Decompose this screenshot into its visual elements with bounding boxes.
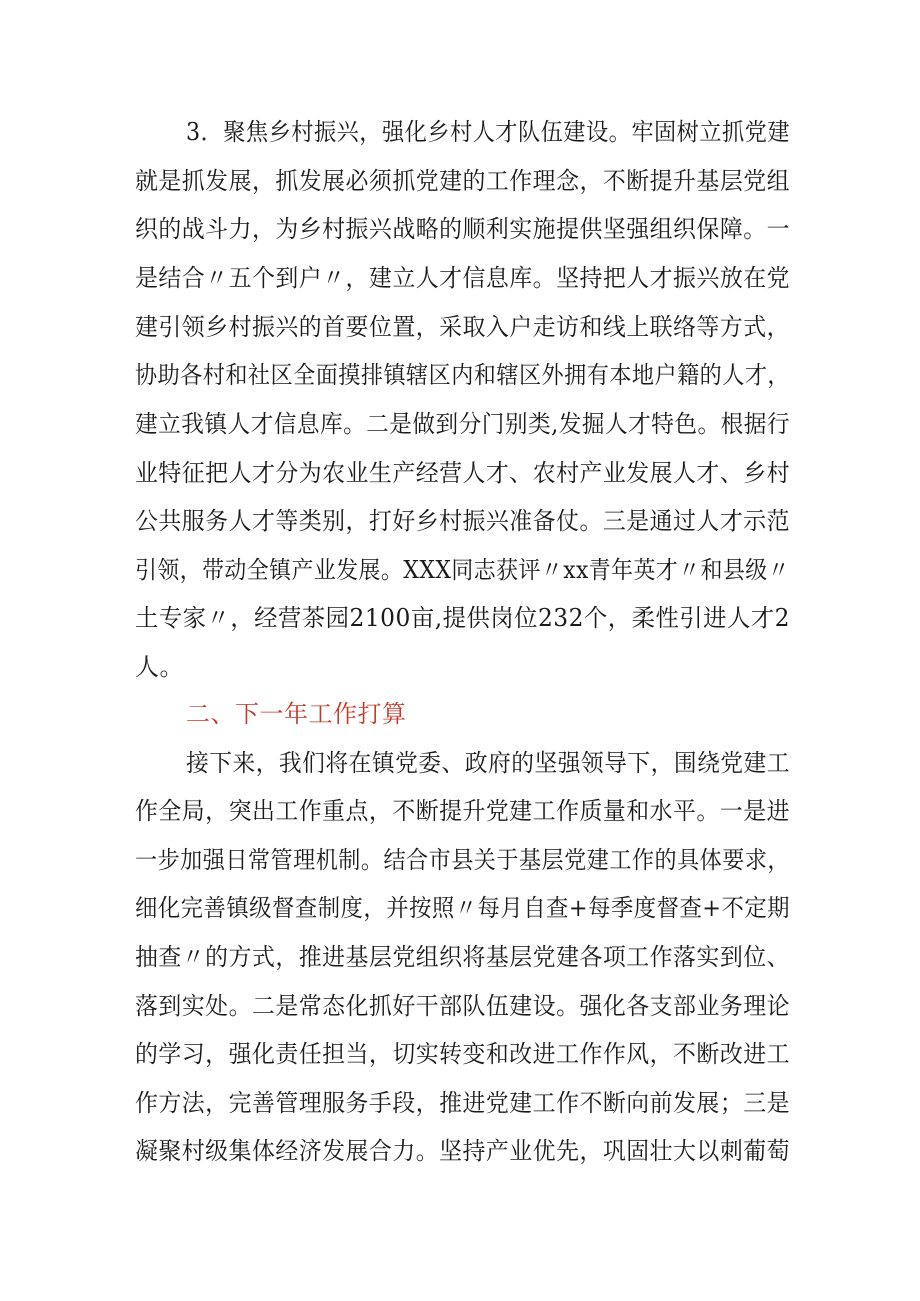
line-text: 就是抓发展，抓发展必须抓党建的工作理念，不断提升基层党组	[135, 167, 790, 195]
line-text: 细化完善镇级督查制度，并按照〃每月自查+每季度督查+不定期	[135, 894, 791, 922]
line-text: 建立我镇人才信息库。二是做到分门别类,发掘人才特色。根据行	[135, 410, 790, 438]
line-text: 协助各村和社区全面摸排镇辖区内和辖区外拥有本地户籍的人才，	[135, 361, 791, 389]
line-text: 抽查〃的方式，推进基层党组织将基层党建各项工作落实到位、	[135, 943, 790, 971]
line-text: 建引领乡村振兴的首要位置，采取入户走访和线上联络等方式，	[135, 313, 790, 341]
line-text: 一步加强日常管理机制。结合市县关于基层党建工作的具体要求，	[135, 846, 791, 874]
line-text: 人。	[135, 653, 184, 681]
line-text: 引领，带动全镇产业发展。XXX同志获评〃xx青年英才〃和县级〃	[135, 556, 791, 584]
line-text: 土专家〃，经营茶园2100亩,提供岗位232个，柔性引进人才2	[135, 604, 790, 632]
line-text: 落到实处。二是常态化抓好干部队伍建设。强化各支部业务理论	[135, 992, 790, 1020]
line-text: 的学习，强化责任担当，切实转变和改进工作作风，不断改进工	[135, 1040, 790, 1068]
line-text: 3．聚焦乡村振兴，强化乡村人才队伍建设。牢固树立抓党建	[186, 118, 791, 146]
line-text: 作方法，完善管理服务手段，推进党建工作不断向前发展；三是	[135, 1089, 790, 1117]
line-text: 接下来，我们将在镇党委、政府的坚强领导下，围绕党建工	[186, 749, 791, 777]
line-text: 公共服务人才等类别，打好乡村振兴准备仗。三是通过人才示范	[135, 507, 790, 535]
line-text: 织的战斗力，为乡村振兴战略的顺利实施提供坚强组织保障。一	[135, 215, 790, 243]
line-text: 作全局，突出工作重点，不断提升党建工作质量和水平。一是进	[135, 797, 790, 825]
line-text: 业特征把人才分为农业生产经营人才、农村产业发展人才、乡村	[135, 459, 790, 487]
heading-text: 二、下一年工作打算	[186, 700, 407, 728]
line-text: 凝聚村级集体经济发展合力。坚持产业优先，巩固壮大以刺葡萄	[135, 1137, 790, 1165]
line-text: 是结合〃五个到户〃，建立人才信息库。坚持把人才振兴放在党	[135, 264, 790, 292]
